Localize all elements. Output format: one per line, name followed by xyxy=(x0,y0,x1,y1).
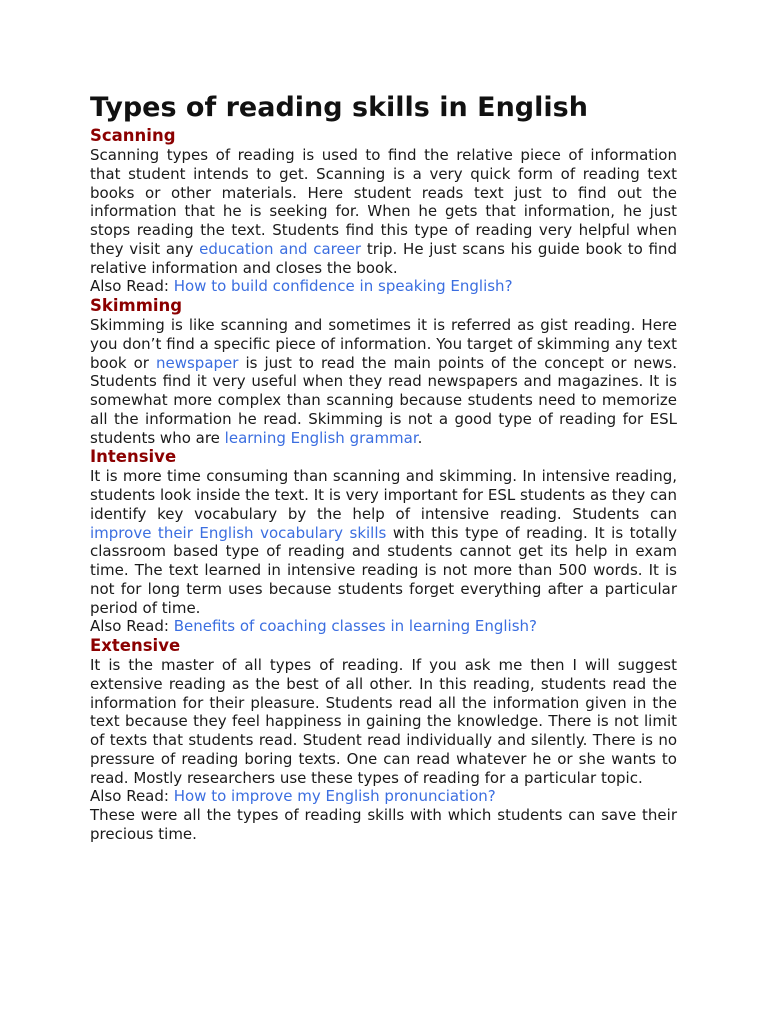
link-education-and-career[interactable]: education and career xyxy=(199,239,362,258)
section-intensive xyxy=(90,447,677,636)
scanning-text-2: trip. He just scans his guide book to find relative information and closes the book. xyxy=(90,239,678,277)
also-read-scanning xyxy=(90,277,677,296)
section-heading-intensive: Intensive xyxy=(90,447,177,467)
also-read-label: Also Read: xyxy=(90,787,174,806)
link-learning-english-grammar[interactable]: learning English grammar xyxy=(224,428,418,447)
closing-paragraph: These were all the types of reading skills with which students can save their precious time. xyxy=(90,806,677,843)
also-read-extensive xyxy=(90,787,677,806)
also-read-label: Also Read: xyxy=(90,617,174,636)
section-extensive xyxy=(90,636,677,806)
link-improve-pronunciation[interactable]: How to improve my English pronunciation? xyxy=(173,787,496,806)
skimming-paragraph xyxy=(90,316,677,447)
scanning-paragraph xyxy=(90,146,677,277)
skimming-text-2: is just to read the main points of the concept or news. Students find it very useful when they read newspapers and magazines. It is somewhat more complex than scanning because students need to memorize all the information he read. Skimming is not a good type of reading for ESL students who are xyxy=(90,353,677,447)
link-coaching-classes[interactable]: Benefits of coaching classes in learning English? xyxy=(173,617,538,636)
link-newspaper[interactable]: newspaper xyxy=(155,353,239,372)
scanning-text-1: Scanning types of reading is used to find the relative piece of information that student intends to get. Scanning is a very quick form of reading text books or other materials. Here student reads text just to find out the information that he is seeking for. When he gets that information, he just stops reading the text. Students find this type of reading very helpful when they visit any xyxy=(90,146,677,258)
intensive-paragraph xyxy=(90,467,677,617)
section-skimming xyxy=(90,296,677,447)
skimming-text-3: . xyxy=(417,428,423,447)
extensive-paragraph: It is the master of all types of reading. If you ask me then I will suggest extensive reading as the best of all other. In this reading, students read the information for their pleasure. Students read all the information given in the text because they feel happiness in gaining the knowledge. There is not limit of texts that students read. Student read individually and silently. There is no pressure of reading boring texts. One can read whatever he or she wants to read. Mostly researchers use these types of reading for a particular topic. xyxy=(90,656,677,787)
section-heading-extensive: Extensive xyxy=(90,636,181,655)
also-read-intensive xyxy=(90,617,677,636)
section-scanning xyxy=(90,126,677,296)
section-heading-scanning: Scanning xyxy=(90,126,176,145)
intensive-text-2: with this type of reading. It is totally classroom based type of reading and students cannot get its help in exam time. The text learned in intensive reading is not more than 500 words. It is not for long term uses because students forget everything after a particular period of time. xyxy=(90,523,677,617)
also-read-label: Also Read: xyxy=(90,277,174,296)
document-page xyxy=(90,90,677,844)
link-improve-vocabulary[interactable]: improve their English vocabulary skills xyxy=(90,523,387,542)
page-title: Types of reading skills in English xyxy=(90,92,588,123)
intensive-text-1: It is more time consuming than scanning and skimming. In intensive reading, students look inside the text. It is very important for ESL students as they can identify key vocabulary by the help of intensive reading. Students can xyxy=(90,467,677,523)
link-build-confidence[interactable]: How to build confidence in speaking English? xyxy=(173,277,513,296)
skimming-text-1: Skimming is like scanning and sometimes it is referred as gist reading. Here you don’t find a specific piece of information. You target of skimming any text book or xyxy=(90,316,677,372)
section-heading-skimming: Skimming xyxy=(90,296,183,315)
